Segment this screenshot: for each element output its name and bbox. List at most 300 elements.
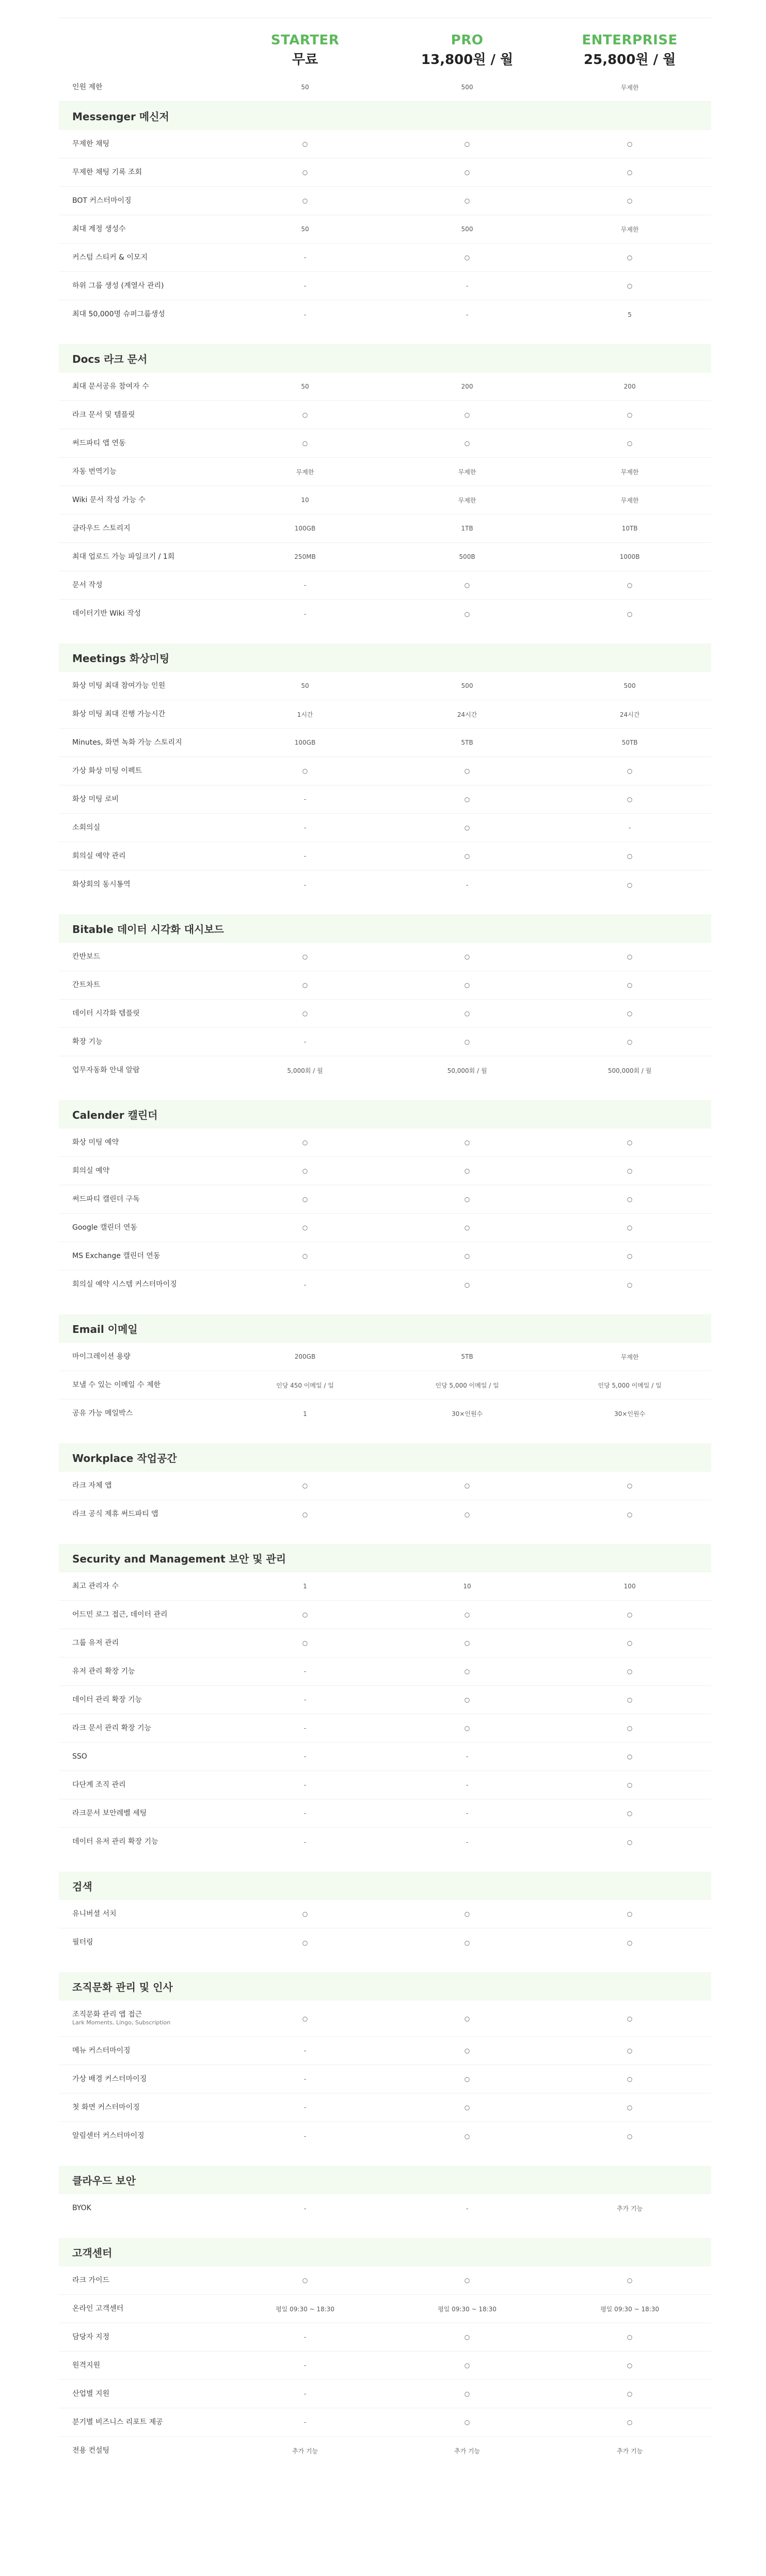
table-row [59, 1157, 711, 1185]
starter-value: - [304, 796, 307, 803]
starter-value: ○ [302, 953, 308, 960]
feature-label: 마이그레이션 용량 [72, 1352, 131, 1361]
feature-label-cell [59, 609, 224, 618]
feature-label: 화상 미팅 예약 [72, 1138, 119, 1147]
table-row [59, 1657, 711, 1686]
pro-value: - [466, 881, 469, 889]
feature-label: 다단계 조직 관리 [72, 1780, 126, 1789]
table-row [59, 729, 711, 757]
enterprise-value: ○ [627, 953, 633, 960]
enterprise-value: 50TB [621, 739, 638, 746]
table-row [59, 1371, 711, 1399]
table-row [59, 514, 711, 543]
table-row [59, 2352, 711, 2380]
pro-value: ○ [464, 1224, 470, 1231]
pro-value: 무제한 [458, 468, 476, 476]
pro-value: ○ [464, 1281, 470, 1289]
table-row [59, 757, 711, 785]
feature-label: 최대 문서공유 참여자 수 [72, 382, 149, 391]
feature-label: 회의실 예약 시스템 커스터마이징 [72, 1280, 177, 1289]
table-row [59, 373, 711, 401]
feature-label-cell [59, 738, 224, 747]
starter-value: ○ [302, 2277, 308, 2284]
feature-label: 확장 기능 [72, 1037, 103, 1046]
pro-value: - [466, 1810, 469, 1817]
feature-label-cell [59, 439, 224, 448]
enterprise-value: ○ [627, 1838, 633, 1846]
feature-label-cell [59, 2418, 224, 2427]
table-row [59, 158, 711, 187]
table-row [59, 1629, 711, 1657]
enterprise-value: 무제한 [620, 84, 639, 91]
pro-value: 인당 5,000 이메일 / 일 [435, 1381, 499, 1389]
feature-label-cell [59, 1037, 224, 1046]
plan-header-spacer [59, 18, 224, 73]
pro-value: 24시간 [457, 711, 477, 718]
enterprise-value: 1000B [619, 553, 640, 560]
starter-value: - [304, 2047, 307, 2054]
enterprise-value: ○ [627, 1639, 633, 1647]
category-header: Docs 라크 문서 [59, 344, 711, 373]
enterprise-value: ○ [627, 169, 633, 176]
table-row [59, 2380, 711, 2408]
feature-label: 필터링 [72, 1938, 93, 1947]
pro-value: 1TB [461, 525, 473, 532]
starter-value: - [304, 2419, 307, 2426]
feature-label-cell [59, 2389, 224, 2398]
table-row [59, 1242, 711, 1270]
feature-label-cell [59, 382, 224, 391]
table-row [59, 486, 711, 514]
table-row [59, 2065, 711, 2094]
category-header: 고객센터 [59, 2238, 711, 2266]
category-header: 조직문화 관리 및 인사 [59, 1972, 711, 2001]
starter-value: - [304, 1725, 307, 1732]
table-row [59, 672, 711, 700]
enterprise-value: ○ [627, 610, 633, 618]
feature-label-cell [59, 1352, 224, 1361]
enterprise-value: ○ [627, 197, 633, 204]
starter-value: ○ [302, 1010, 308, 1017]
feature-label-cell [59, 467, 224, 476]
feature-label: 라크 자체 앱 [72, 1481, 112, 1490]
table-row [59, 1572, 711, 1601]
enterprise-value: ○ [627, 1510, 633, 1518]
pro-value: ○ [464, 1668, 470, 1675]
pro-value: 500B [459, 553, 475, 560]
feature-label: 최대 업로드 가능 파일크기 / 1회 [72, 552, 175, 561]
pro-value: ○ [464, 197, 470, 204]
enterprise-value: ○ [627, 1725, 633, 1732]
plan-name: PRO [451, 33, 484, 48]
pro-value: ○ [464, 1252, 470, 1260]
feature-label: Google 캘린더 연동 [72, 1223, 137, 1232]
starter-value: ○ [302, 169, 308, 176]
feature-label: 데이터 유저 관리 확장 기능 [72, 1838, 158, 1846]
pro-value: 500 [461, 226, 473, 233]
pro-value: ○ [464, 2419, 470, 2426]
starter-value: ○ [302, 981, 308, 989]
feature-label-cell [59, 2131, 224, 2140]
feature-label: 라크 문서 관리 확장 기능 [72, 1724, 152, 1732]
starter-value: 100GB [294, 525, 316, 532]
pro-value: ○ [464, 1167, 470, 1174]
pro-value: 30×인원수 [451, 1410, 483, 1418]
pro-value: ○ [464, 1038, 470, 1045]
starter-value: 1 [303, 1410, 307, 1418]
pro-value: ○ [464, 2047, 470, 2054]
starter-value: - [304, 1696, 307, 1703]
feature-label-cell [59, 1251, 224, 1261]
feature-label: 유저 관리 확장 기능 [72, 1667, 135, 1676]
enterprise-value: 10TB [621, 525, 638, 532]
starter-value: 1 [303, 1583, 307, 1590]
enterprise-value: ○ [627, 1696, 633, 1703]
plan-name: ENTERPRISE [582, 33, 678, 48]
starter-value: - [304, 1781, 307, 1789]
table-row [59, 244, 711, 272]
feature-label: 화상 미팅 최대 참여가능 인원 [72, 681, 166, 690]
starter-value: ○ [302, 440, 308, 447]
enterprise-value: 30×인원수 [614, 1410, 646, 1418]
feature-label: 보낼 수 있는 이메일 수 제한 [72, 1380, 161, 1389]
starter-value: 10 [301, 496, 309, 504]
pro-value: ○ [464, 2362, 470, 2369]
feature-label: 무제한 채팅 [72, 139, 110, 148]
starter-value: - [304, 254, 307, 261]
enterprise-value: 무제한 [620, 226, 639, 233]
pro-value: - [466, 1838, 469, 1846]
table-row [59, 1214, 711, 1242]
enterprise-value: ○ [627, 852, 633, 860]
table-row [59, 272, 711, 300]
feature-label: MS Exchange 캘린더 연동 [72, 1251, 161, 1260]
plan-price: 무료 [292, 52, 318, 68]
pro-value: ○ [464, 981, 470, 989]
pro-value: - [466, 282, 469, 289]
starter-value: - [304, 1281, 307, 1289]
table-row [59, 1129, 711, 1157]
feature-label-cell [59, 552, 224, 561]
table-row [59, 785, 711, 814]
starter-value: - [304, 2132, 307, 2140]
feature-label-cell [59, 581, 224, 590]
table-row [59, 2437, 711, 2465]
feature-label: 온라인 고객센터 [72, 2304, 124, 2313]
table-row [59, 2001, 711, 2037]
pro-value: ○ [464, 2015, 470, 2022]
feature-label: 라크 문서 및 템플릿 [72, 410, 135, 419]
feature-label: 회의실 예약 [72, 1166, 110, 1175]
enterprise-value: ○ [627, 1611, 633, 1618]
pro-value: ○ [464, 824, 470, 831]
pro-value: ○ [464, 440, 470, 447]
pricing-comparison-table [59, 18, 711, 2465]
feature-label-cell [59, 980, 224, 990]
feature-label-cell [59, 1909, 224, 1919]
enterprise-value: ○ [627, 767, 633, 775]
feature-label-cell [59, 1380, 224, 1390]
feature-label: 써드파티 앱 연동 [72, 439, 126, 447]
table-row [59, 1399, 711, 1428]
enterprise-value: 500,000회 / 월 [608, 1067, 652, 1074]
starter-value: - [304, 1810, 307, 1817]
enterprise-value: ○ [627, 796, 633, 803]
feature-label: Wiki 문서 작성 가능 수 [72, 495, 146, 504]
starter-value: ○ [302, 1167, 308, 1174]
starter-value: - [304, 881, 307, 889]
feature-label-cell [59, 1752, 224, 1761]
pro-value: - [466, 1781, 469, 1789]
feature-label: 회의실 예약 관리 [72, 851, 126, 860]
feature-label: 첫 화면 커스터마이징 [72, 2103, 140, 2112]
pro-value: ○ [464, 852, 470, 860]
enterprise-value: 5 [628, 311, 632, 318]
pro-value: ○ [464, 411, 470, 418]
feature-label: 전용 컨설팅 [72, 2446, 110, 2455]
starter-value: ○ [302, 197, 308, 204]
table-row [59, 130, 711, 158]
plan-name: STARTER [270, 33, 340, 48]
table-row [59, 401, 711, 429]
category-header: Bitable 데이터 시각화 대시보드 [59, 914, 711, 943]
feature-label: 라크 공식 제휴 써드파티 앱 [72, 1510, 158, 1519]
enterprise-value: ○ [627, 1753, 633, 1760]
enterprise-value: 추가 기능 [616, 2205, 643, 2212]
feature-label-cell [59, 1638, 224, 1648]
feature-label-cell [59, 710, 224, 719]
enterprise-value: ○ [627, 2132, 633, 2140]
feature-label-cell [59, 880, 224, 889]
plan-starter [224, 18, 386, 73]
pro-value: ○ [464, 610, 470, 618]
plan-header [59, 18, 711, 73]
feature-label: 최고 관리자 수 [72, 1582, 119, 1590]
feature-label-cell [59, 1409, 224, 1418]
pro-value: ○ [464, 953, 470, 960]
starter-value: ○ [302, 1510, 308, 1518]
category-header: Messenger 메신저 [59, 102, 711, 130]
feature-label-cell [59, 83, 224, 92]
table-row [59, 2408, 711, 2437]
feature-label: 화상 미팅 로비 [72, 795, 119, 803]
feature-label: 화상회의 동시통역 [72, 880, 131, 889]
starter-value: - [304, 1038, 307, 1045]
enterprise-value: 200 [624, 383, 636, 390]
pro-value: ○ [464, 796, 470, 803]
pro-value: 200 [461, 383, 473, 390]
feature-label-cell [59, 1582, 224, 1591]
starter-value: ○ [302, 1639, 308, 1647]
table-row [59, 1686, 711, 1714]
table-row [59, 600, 711, 628]
feature-label: BYOK [72, 2204, 91, 2213]
enterprise-value: ○ [627, 1010, 633, 1017]
feature-label: 라크문서 보안레벨 세팅 [72, 1809, 147, 1817]
feature-label: 담당자 지정 [72, 2332, 110, 2341]
pro-value: 평일 09:30 ~ 18:30 [438, 2305, 497, 2313]
feature-label: 소회의실 [72, 823, 101, 832]
starter-value: 50 [301, 682, 309, 689]
table-row [59, 2094, 711, 2122]
table-row [59, 2295, 711, 2323]
starter-value: ○ [302, 1939, 308, 1946]
enterprise-value: 24시간 [619, 711, 640, 718]
enterprise-value: 100 [624, 1583, 636, 1590]
table-row [59, 300, 711, 329]
enterprise-value: 500 [624, 682, 636, 689]
starter-value: - [304, 582, 307, 589]
enterprise-value: ○ [627, 2015, 633, 2022]
feature-label: 간트차트 [72, 980, 101, 989]
starter-value: - [304, 2204, 307, 2212]
enterprise-value: ○ [627, 411, 633, 418]
feature-label-cell [59, 495, 224, 505]
feature-label-cell [59, 1780, 224, 1790]
feature-label-cell [59, 2046, 224, 2055]
category-header: Email 이메일 [59, 1314, 711, 1343]
table-row [59, 1343, 711, 1371]
feature-label-cell [59, 1724, 224, 1733]
enterprise-value: ○ [627, 1482, 633, 1489]
feature-label-cell [59, 281, 224, 291]
starter-value: 100GB [294, 739, 316, 746]
feature-label-cell [59, 524, 224, 533]
table-row [59, 2323, 711, 2352]
table-row [59, 2122, 711, 2150]
category-header: Workplace 작업공간 [59, 1443, 711, 1472]
category-header: 클라우드 보안 [59, 2166, 711, 2194]
table-row [59, 1714, 711, 1743]
category-header: Meetings 화상미팅 [59, 643, 711, 672]
table-row [59, 429, 711, 458]
table-row [59, 1601, 711, 1629]
table-row [59, 2266, 711, 2295]
starter-value: 무제한 [296, 468, 314, 476]
feature-label-cell [59, 795, 224, 804]
pro-value: 추가 기능 [454, 2448, 481, 2455]
plan-price: 13,800원 / 월 [421, 52, 514, 68]
feature-label-cell [59, 1509, 224, 1519]
feature-label-cell [59, 2276, 224, 2285]
pro-value: ○ [464, 1611, 470, 1618]
starter-value: ○ [302, 1196, 308, 1203]
enterprise-value: ○ [627, 1281, 633, 1289]
feature-label: 공유 가능 메일박스 [72, 1409, 133, 1418]
feature-label-cell [59, 2010, 224, 2026]
feature-label: 화상 미팅 최대 진행 가능시간 [72, 710, 166, 718]
enterprise-value: 추가 기능 [616, 2448, 643, 2455]
enterprise-value: ○ [627, 2362, 633, 2369]
starter-value: ○ [302, 1252, 308, 1260]
enterprise-value: ○ [627, 1252, 633, 1260]
pro-value: 500 [461, 84, 473, 91]
feature-label-cell [59, 224, 224, 234]
enterprise-value: - [628, 824, 631, 831]
feature-label-cell [59, 1938, 224, 1947]
enterprise-value: ○ [627, 440, 633, 447]
table-body [59, 73, 711, 2465]
feature-label-cell [59, 2446, 224, 2455]
table-row [59, 215, 711, 244]
feature-label: 자동 번역기능 [72, 467, 117, 476]
feature-sublabel: Lark Moments, Lingo, Subscription [72, 2019, 171, 2026]
table-row [59, 1000, 711, 1028]
table-row [59, 1028, 711, 1056]
table-row [59, 971, 711, 1000]
table-row [59, 814, 711, 842]
feature-label: 라크 가이드 [72, 2276, 110, 2284]
starter-value: 1시간 [297, 711, 313, 718]
enterprise-value: ○ [627, 1139, 633, 1146]
starter-value: - [304, 1753, 307, 1760]
pro-value: ○ [464, 767, 470, 775]
starter-value: - [304, 2362, 307, 2369]
starter-value: - [304, 824, 307, 831]
table-row [59, 842, 711, 871]
feature-label: 칸반보드 [72, 952, 101, 961]
starter-value: - [304, 852, 307, 860]
pro-value: ○ [464, 169, 470, 176]
enterprise-value: ○ [627, 1038, 633, 1045]
feature-label: 원격지원 [72, 2361, 101, 2370]
table-row [59, 187, 711, 215]
feature-label-cell [59, 1280, 224, 1289]
feature-label-cell [59, 310, 224, 319]
feature-label-cell [59, 168, 224, 177]
pro-value: ○ [464, 2104, 470, 2111]
feature-label-cell [59, 851, 224, 861]
table-row [59, 2194, 711, 2223]
feature-label: SSO [72, 1752, 87, 1761]
feature-label: 조직문화 관리 앱 접근 [72, 2010, 142, 2019]
table-row [59, 543, 711, 571]
table-row [59, 1185, 711, 1214]
pro-value: ○ [464, 140, 470, 148]
feature-label-cell [59, 139, 224, 149]
feature-label-cell [59, 253, 224, 262]
enterprise-value: ○ [627, 582, 633, 589]
starter-value: - [304, 2104, 307, 2111]
starter-value: - [304, 2333, 307, 2341]
enterprise-value: ○ [627, 2390, 633, 2397]
feature-label-cell [59, 1138, 224, 1147]
starter-value: ○ [302, 1139, 308, 1146]
starter-value: 50 [301, 383, 309, 390]
feature-label-cell [59, 1610, 224, 1619]
table-row [59, 1771, 711, 1799]
feature-label-cell [59, 1166, 224, 1176]
plan-price: 25,800원 / 월 [583, 52, 676, 68]
feature-label: 알림센터 커스터마이징 [72, 2132, 145, 2140]
table-row [59, 571, 711, 600]
pro-value: ○ [464, 1010, 470, 1017]
pro-value: ○ [464, 1696, 470, 1703]
feature-label: BOT 커스터마이징 [72, 196, 132, 205]
starter-value: - [304, 282, 307, 289]
category-header: 검색 [59, 1872, 711, 1900]
feature-label: 최대 50,000명 슈퍼그룹생성 [72, 310, 165, 319]
pro-value: ○ [464, 1939, 470, 1946]
plan-pro [386, 18, 548, 73]
enterprise-value: ○ [627, 282, 633, 289]
enterprise-value: ○ [627, 1939, 633, 1946]
feature-label-cell [59, 2103, 224, 2112]
feature-label: 가상 화상 미팅 이펙트 [72, 766, 142, 775]
table-row [59, 2037, 711, 2065]
feature-label-cell [59, 1009, 224, 1018]
feature-label: 인원 제한 [72, 83, 103, 91]
